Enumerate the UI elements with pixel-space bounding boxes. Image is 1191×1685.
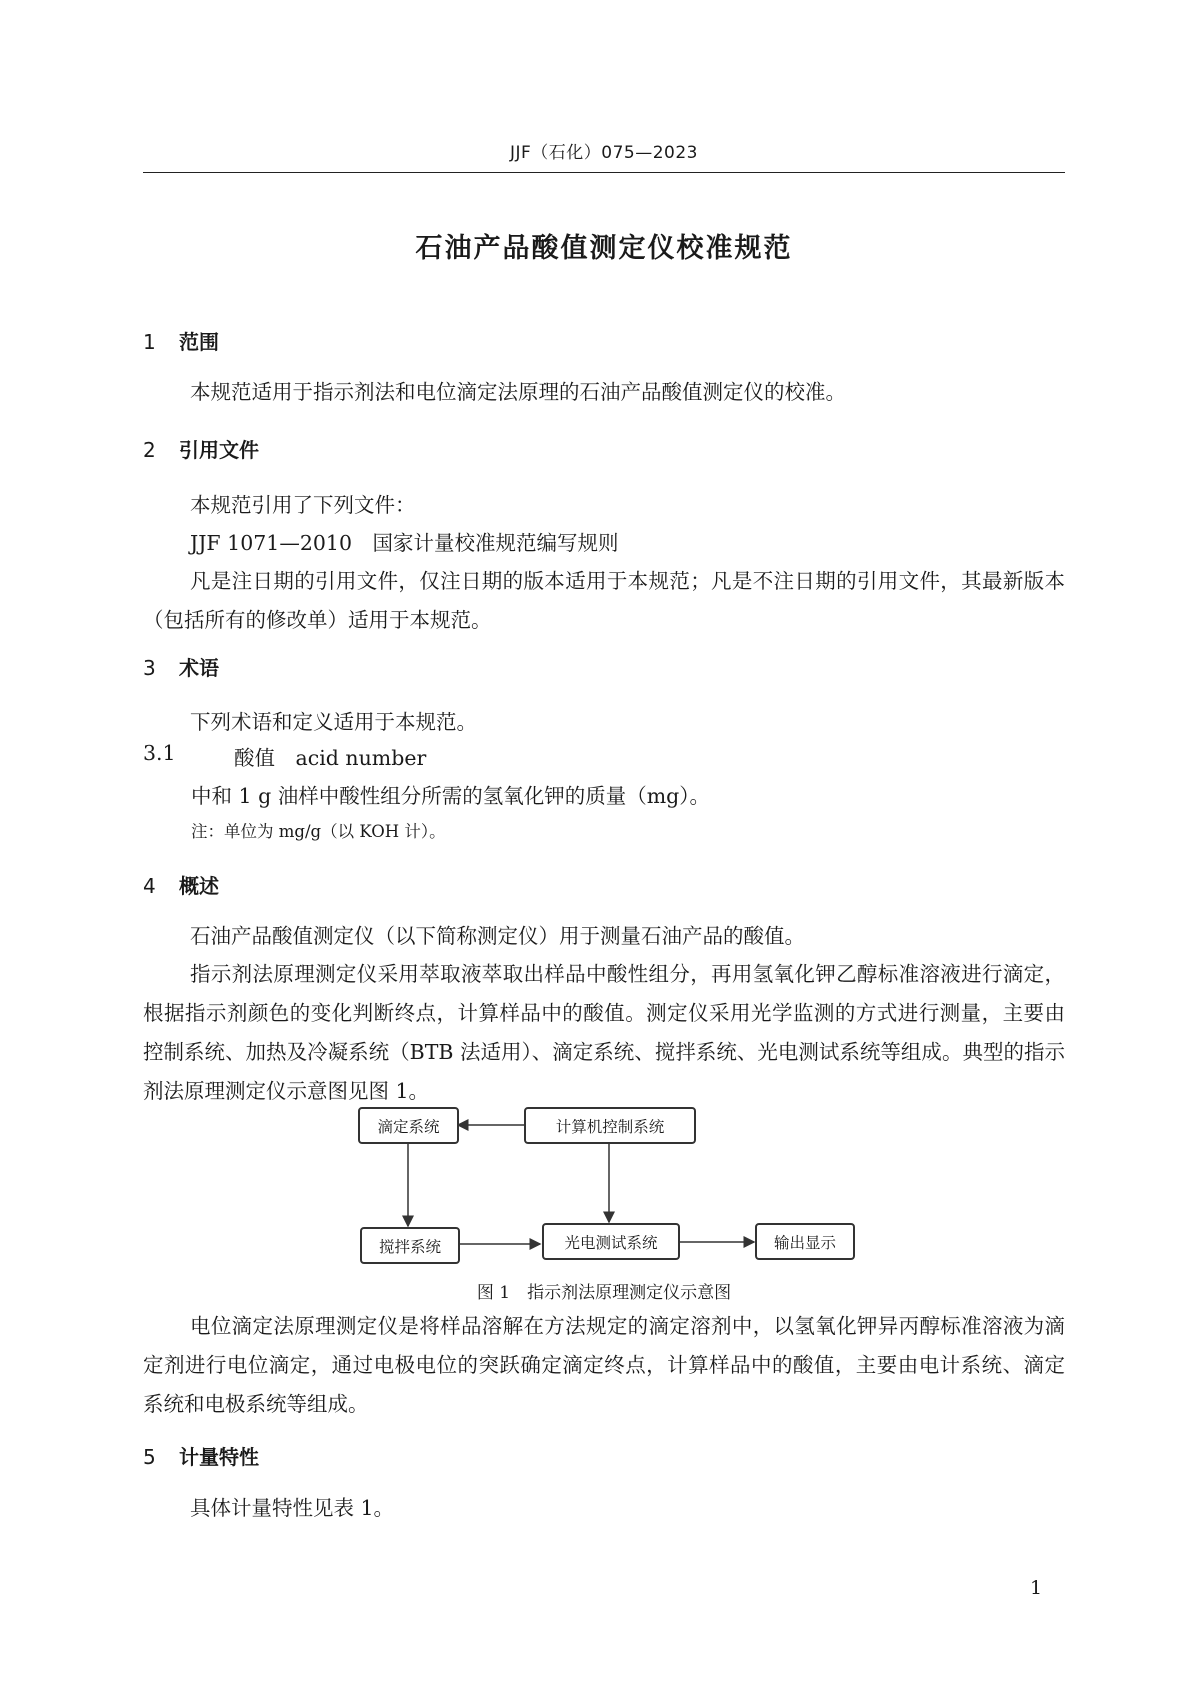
- document-title: 石油产品酸值测定仪校准规范: [415, 233, 793, 264]
- header-rule: [143, 172, 1065, 173]
- schematic-diagram: [350, 1100, 870, 1260]
- paragraph: 石油产品酸值测定仪（以下简称测定仪）用于测量石油产品的酸值。: [190, 924, 805, 948]
- paragraph: 指示剂法原理测定仪采用萃取液萃取出样品中酸性组分，再用氢氧化钾乙醇标准溶液进行滴定，根据指示剂颜色的变化判断终点，计算样品中的酸值。测定仪采用光学监测的方式进行测量，主要由控制系统、加热及冷凝系统（BTB 法适用）、滴定系统、搅拌系统、光电测试系统等组成。典型的指示剂法原理测定仪示意图见图 1。: [143, 962, 1065, 1103]
- section-title: 引用文件: [179, 438, 259, 462]
- computer-control-system-box: 计算机控制系统: [524, 1107, 696, 1144]
- document-code-header: JJF（石化）075—2023: [509, 143, 699, 163]
- stirring-system-box: 搅拌系统: [360, 1227, 460, 1264]
- page-number: 1: [1030, 1577, 1043, 1599]
- photoelectric-test-system-box: 光电测试系统: [542, 1223, 680, 1260]
- term-number: 3.1: [143, 741, 176, 765]
- paragraph: 本规范适用于指示剂法和电位滴定法原理的石油产品酸值测定仪的校准。: [190, 380, 846, 404]
- term-definition: 中和 1 g 油样中酸性组分所需的氢氧化钾的质量（mg）。: [191, 784, 711, 808]
- output-display-box: 输出显示: [755, 1223, 855, 1260]
- term-note: 注：单位为 mg/g（以 KOH 计）。: [191, 822, 446, 841]
- section-title: 范围: [179, 330, 219, 354]
- section-number: 1: [143, 330, 156, 354]
- section-title: 概述: [179, 874, 219, 898]
- section-3-heading: [143, 652, 219, 681]
- section-1-heading: [143, 326, 219, 355]
- paragraph: 下列术语和定义适用于本规范。: [190, 710, 477, 734]
- section-5-heading: [143, 1441, 259, 1470]
- section-number: 4: [143, 874, 156, 898]
- section-number: 5: [143, 1445, 156, 1469]
- section-4-heading: [143, 870, 219, 899]
- section-number: 2: [143, 438, 156, 462]
- reference-item: JJF 1071—2010 国家计量校准规范编写规则: [190, 531, 619, 555]
- section-title: 计量特性: [179, 1445, 259, 1469]
- paragraph: 凡是注日期的引用文件，仅注日期的版本适用于本规范；凡是不注日期的引用文件，其最新版本（包括所有的修改单）适用于本规范。: [143, 569, 1065, 632]
- section-number: 3: [143, 656, 156, 680]
- paragraph: 具体计量特性见表 1。: [190, 1496, 395, 1520]
- titration-system-box: 滴定系统: [358, 1107, 459, 1144]
- term-name: 酸值 acid number: [234, 746, 427, 770]
- section-2-heading: [143, 434, 259, 463]
- paragraph: 本规范引用了下列文件：: [190, 493, 416, 517]
- section-title: 术语: [179, 656, 219, 680]
- figure-caption: 图 1 指示剂法原理测定仪示意图: [476, 1283, 732, 1303]
- paragraph: 电位滴定法原理测定仪是将样品溶解在方法规定的滴定溶剂中，以氢氧化钾异丙醇标准溶液为滴定剂进行电位滴定，通过电极电位的突跃确定滴定终点，计算样品中的酸值，主要由电计系统、滴定系统和电极系统等组成。: [143, 1314, 1065, 1416]
